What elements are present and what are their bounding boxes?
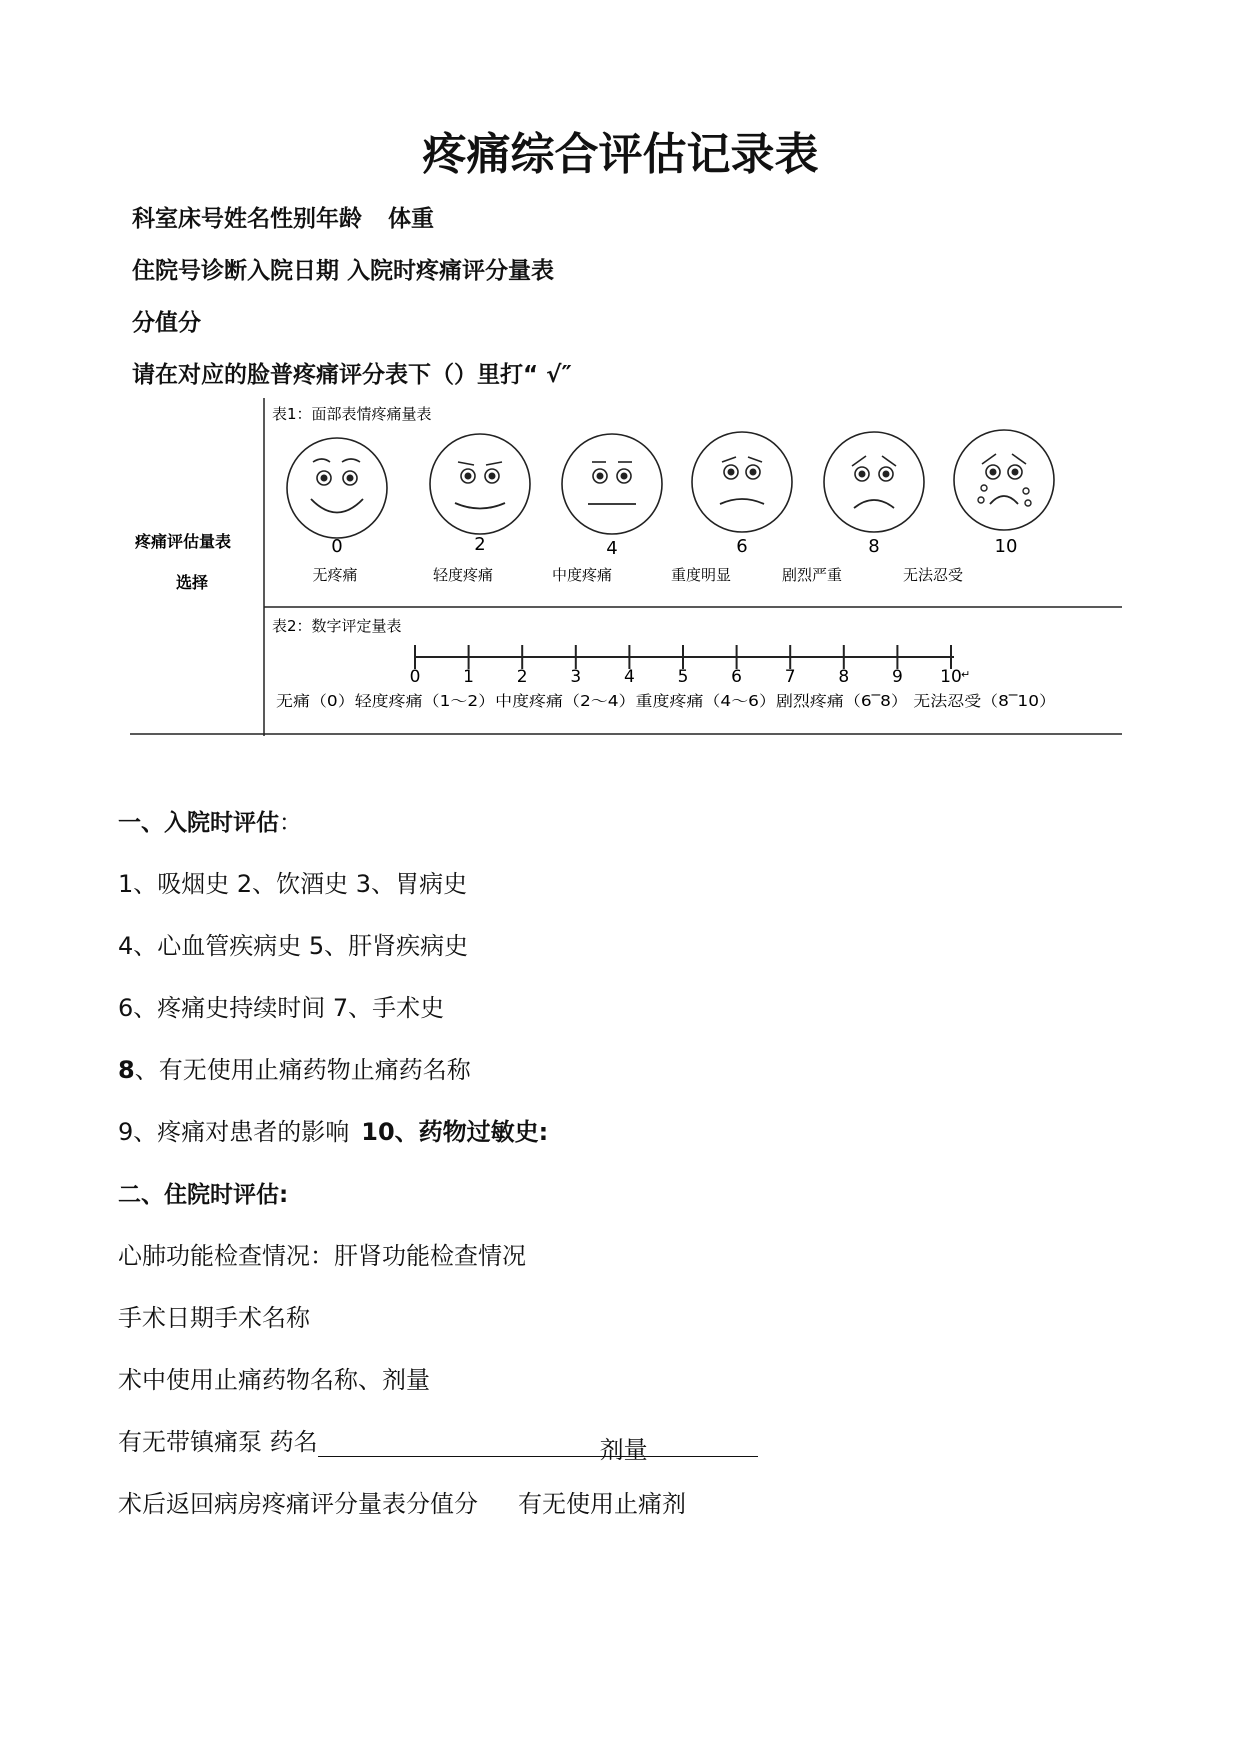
page-title: 疼痛综合评估记录表 — [422, 129, 819, 180]
face-2-mouth — [455, 503, 505, 509]
face-score-0: 0 — [331, 536, 343, 557]
face-label-6: 重度明显 — [670, 566, 732, 584]
item8-number: 8 — [118, 1056, 135, 1084]
history-line-5 — [118, 1112, 548, 1147]
scale-tick-label-10: 10 — [940, 667, 962, 687]
face-label-2: 轻度疼痛 — [432, 566, 494, 584]
scale-tick-label-0: 0 — [409, 667, 421, 687]
patient-info-line-2: 住院号诊断入院日期 入院时疼痛评分量表 — [132, 258, 555, 284]
face-0-right-brow — [342, 459, 360, 462]
face-0-left-pupil — [321, 475, 328, 482]
postop-line — [118, 1484, 686, 1519]
face-label-4: 中度疼痛 — [551, 566, 613, 584]
analgesic-use-text: 有无使用止痛剂 — [518, 1490, 686, 1518]
face-10-tear-2 — [978, 497, 984, 503]
face-6-mouth — [720, 499, 764, 504]
face-2-left-brow — [458, 462, 474, 465]
item9-text: 9、疼痛对患者的影响 — [118, 1118, 350, 1146]
history-line-4 — [118, 1050, 471, 1085]
face-6-left-brow — [722, 457, 736, 462]
face-10-tear-3 — [1023, 488, 1029, 494]
face-label-10: 无法忍受 — [902, 566, 964, 584]
scale-tick-label-1: 1 — [463, 667, 475, 687]
face-2 — [430, 434, 530, 534]
face-2-right-brow — [486, 462, 502, 465]
item10-text: 10、药物过敏史: — [361, 1118, 549, 1146]
scale-tick-label-8: 8 — [838, 667, 850, 687]
face-2-right-pupil — [489, 473, 496, 480]
face-6-outline — [692, 432, 792, 532]
item8-text: 、有无使用止痛药物止痛药名称 — [134, 1056, 471, 1084]
scale-end-mark: ↵ — [961, 668, 971, 681]
history-line-3: 6、疼痛史持续时间 7、手术史 — [118, 994, 445, 1022]
scale-tick-label-5: 5 — [677, 667, 689, 687]
face-4-outline — [562, 434, 662, 534]
face-score-2: 2 — [474, 534, 486, 555]
scale-label: 疼痛评估量表 — [134, 532, 232, 551]
section1-title-text: 一、入院时评估 — [118, 810, 279, 836]
inpatient-line-1: 心肺功能检查情况：肝肾功能检查情况 — [118, 1242, 526, 1270]
face-6-right-brow — [748, 457, 762, 462]
face-8-left-brow — [852, 456, 866, 466]
face-8-outline — [824, 432, 924, 532]
inpatient-line-2: 手术日期手术名称 — [118, 1304, 310, 1332]
section1-title-colon: ： — [279, 810, 302, 836]
weight-field: 体重 — [388, 206, 434, 232]
face-0-right-pupil — [347, 475, 354, 482]
face-score-6: 6 — [736, 536, 748, 557]
patient-info-line-1 — [132, 200, 434, 233]
face-8 — [824, 432, 924, 532]
face-4-left-pupil — [597, 473, 604, 480]
face-4-right-pupil — [621, 473, 628, 480]
numeric-scale-legend: 无痛（0）轻度疼痛（1～2）中度疼痛（2～4）重度疼痛（4～6）剧烈疼痛（6‾8） 无法忍受（8‾10） — [276, 692, 1056, 710]
face-2-outline — [430, 434, 530, 534]
face-6-left-pupil — [728, 469, 735, 476]
scale-tick-label-9: 9 — [891, 667, 903, 687]
face-10-left-pupil — [990, 469, 997, 476]
face-label-8: 剧烈严重 — [781, 566, 843, 584]
analgesic-pump-line — [118, 1422, 758, 1464]
face-10-right-pupil — [1012, 469, 1019, 476]
face-8-left-pupil — [859, 471, 866, 478]
face-8-mouth — [854, 500, 894, 508]
face-0-mouth — [311, 499, 363, 513]
face-0-outline — [287, 438, 387, 538]
dept-bed-name-fields: 科室床号姓名性别年龄 — [132, 206, 362, 232]
section2-title: 二、住院时评估: — [118, 1182, 289, 1208]
face-6-right-pupil — [750, 469, 757, 476]
pain-scale-figure — [130, 396, 1122, 738]
table2-title: 表2：数字评定量表 — [272, 617, 402, 635]
face-score-10: 10 — [994, 536, 1018, 557]
instruction-line: 请在对应的脸普疼痛评分表下（）里打“ √″ — [132, 362, 572, 388]
face-score-8: 8 — [868, 536, 880, 557]
face-10-outline — [954, 430, 1054, 530]
face-8-right-brow — [882, 456, 896, 466]
history-line-2: 4、心血管疾病史 5、肝肾疾病史 — [118, 932, 469, 960]
face-10-mouth — [990, 496, 1018, 504]
scale-tick-label-4: 4 — [623, 667, 635, 687]
face-score-4: 4 — [606, 538, 618, 559]
face-10-left-brow — [982, 454, 996, 464]
scale-tick-label-7: 7 — [784, 667, 796, 687]
face-0-left-brow — [313, 459, 330, 462]
face-6 — [692, 432, 792, 532]
face-10-tear-4 — [1025, 500, 1031, 506]
score-line: 分值分 — [132, 310, 201, 336]
drug-name-blank[interactable] — [318, 1430, 600, 1457]
face-8-right-pupil — [883, 471, 890, 478]
select-label: 选择 — [175, 573, 209, 592]
dose-label: 剂量 — [600, 1430, 648, 1457]
dose-blank[interactable] — [648, 1430, 758, 1457]
face-4 — [562, 434, 662, 534]
section1-title — [118, 804, 302, 837]
table1-title: 表1：面部表情疼痛量表 — [272, 405, 432, 423]
numeric-scale-ticks — [410, 645, 962, 687]
face-10-right-brow — [1012, 454, 1026, 464]
face-10 — [954, 430, 1054, 530]
postop-score-text: 术后返回病房疼痛评分量表分值分 — [118, 1490, 478, 1518]
face-10-tear-1 — [981, 485, 987, 491]
pump-drug-label: 有无带镇痛泵 药名 — [118, 1428, 318, 1456]
scale-tick-label-6: 6 — [731, 667, 743, 687]
scale-tick-label-2: 2 — [516, 667, 528, 687]
face-0 — [287, 438, 387, 538]
face-2-left-pupil — [465, 473, 472, 480]
face-label-0: 无疼痛 — [312, 566, 358, 584]
scale-tick-label-3: 3 — [570, 667, 582, 687]
history-line-1: 1、吸烟史 2、饮酒史 3、胃病史 — [118, 870, 468, 898]
inpatient-line-3: 术中使用止痛药物名称、剂量 — [118, 1366, 430, 1394]
